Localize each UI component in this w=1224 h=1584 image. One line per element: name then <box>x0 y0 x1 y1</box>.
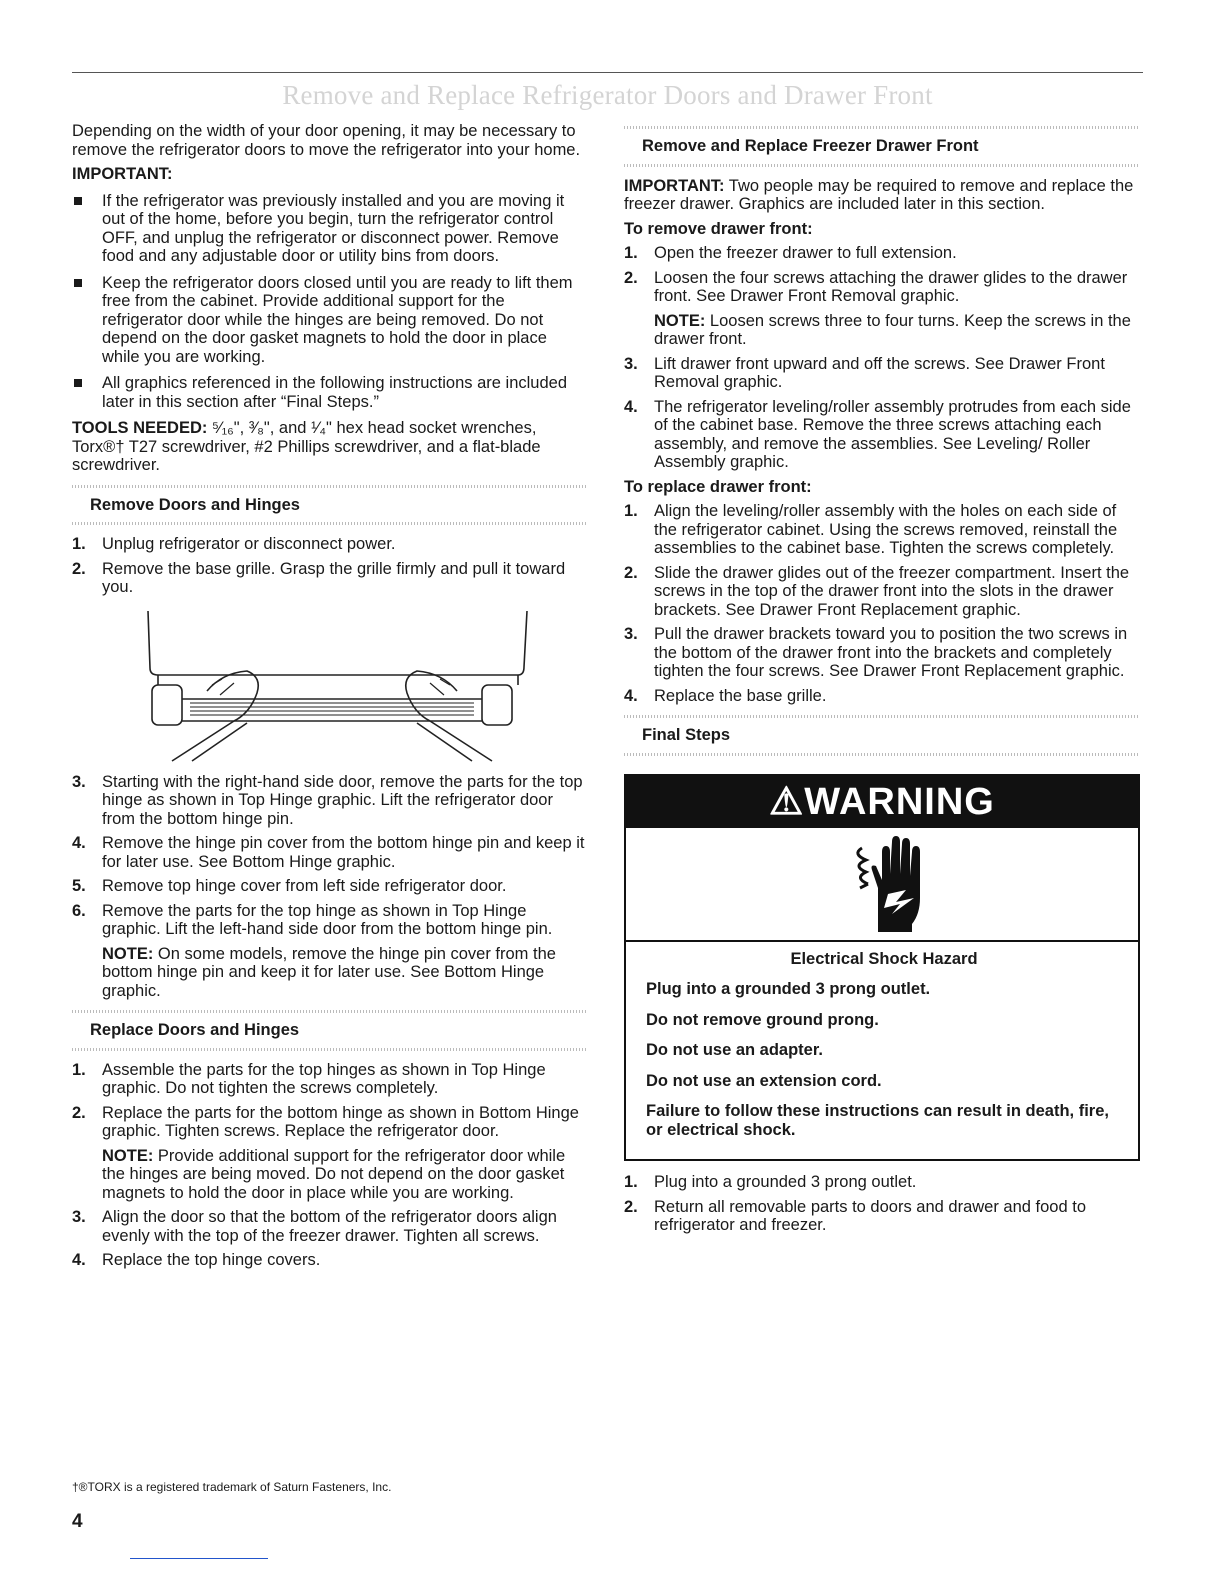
page-number: 4 <box>72 1511 83 1532</box>
step-item <box>624 1173 1140 1192</box>
page-title: Remove and Replace Refrigerator Doors and Drawer Front <box>282 80 933 110</box>
final-steps-heading: Final Steps <box>624 715 1140 756</box>
step-text: Unplug refrigerator or disconnect power. <box>102 535 396 553</box>
step-number: 3. <box>624 625 638 643</box>
step-text: Remove the parts for the top hinge as shown in Top Hinge graphic. Lift the left-hand side door from the bottom hinge pin. <box>102 901 553 938</box>
step-text: Slide the drawer glides out of the freezer compartment. Insert the screws in the top of the drawer front into the slots in the drawer brackets. See Drawer Front Replacement graphic. <box>654 563 1130 619</box>
step-item <box>72 1104 588 1203</box>
step-text: Pull the drawer brackets toward you to position the two screws in the bottom of the drawer front into the brackets and completely tighten the four screws. See Drawer Front Replacement graphic. <box>654 625 1128 680</box>
step-text: Remove top hinge cover from left side refrigerator door. <box>102 877 507 895</box>
replace-doors-heading: Replace Doors and Hinges <box>72 1010 588 1051</box>
intro-paragraph: Depending on the width of your door opening, it may be necessary to remove the refrigerator doors to move the refrigerator into your home. <box>72 122 581 159</box>
step-number: 4. <box>72 834 86 852</box>
step-text: The refrigerator leveling/roller assembly protrudes from each side of the cabinet base. Remove the three screws attaching each assembly, and remove the assemblies. See Leveling/ Roller Assembly graphic. <box>654 397 1131 471</box>
freezer-drawer-heading: Remove and Replace Freezer Drawer Front <box>624 126 1140 167</box>
step-text: Replace the parts for the bottom hinge as shown in Bottom Hinge graphic. Tighten screws. Replace the refrigerator door. <box>102 1103 579 1140</box>
bullet-item: Keep the refrigerator doors closed until you are ready to lift them free from the cabinet. Provide additional support for the refrigerator door while the hinges are being removed. Do not depend on the door gasket magnets to hold the door in place while you are working. <box>72 274 588 367</box>
trademark-footnote: †®TORX is a registered trademark of Saturn Fasteners, Inc. <box>72 1480 392 1494</box>
step-text: Lift drawer front upward and off the screws. See Drawer Front Removal graphic. <box>654 354 1105 391</box>
note-label: NOTE: <box>654 311 706 330</box>
warning-line: Do not use an extension cord. <box>646 1071 882 1090</box>
step-number: 4. <box>624 686 638 705</box>
step-number: 1. <box>624 502 638 520</box>
step-text: Plug into a grounded 3 prong outlet. <box>654 1173 917 1191</box>
step-number: 3. <box>72 772 86 791</box>
step-item <box>72 834 588 871</box>
remove-doors-heading: Remove Doors and Hinges <box>72 485 588 526</box>
hazard-title: Electrical Shock Hazard <box>790 949 978 968</box>
step-text: Remove the hinge pin cover from the bottom hinge pin and keep it for later use. See Bottom Hinge graphic. <box>102 834 585 871</box>
step-note <box>102 1147 588 1203</box>
tools-needed <box>72 419 588 475</box>
step-item <box>72 535 588 554</box>
step-number: 5. <box>72 877 86 895</box>
step-item <box>624 269 1140 349</box>
final-steps-list <box>624 1173 1140 1235</box>
step-number: 4. <box>624 397 638 416</box>
step-text: Loosen the four screws attaching the drawer glides to the drawer front. See Drawer Front Removal graphic. <box>654 268 1128 305</box>
step-note <box>102 945 588 1001</box>
step-text: Return all removable parts to doors and drawer and food to refrigerator and freezer. <box>654 1197 1086 1234</box>
warning-title: WARNING <box>804 780 995 823</box>
note-label: NOTE: <box>102 1146 154 1165</box>
step-item <box>624 398 1140 472</box>
step-number: 3. <box>72 1208 86 1226</box>
step-item <box>624 355 1140 392</box>
warning-line: Do not remove ground prong. <box>646 1010 879 1029</box>
to-remove-label: To remove drawer front: <box>624 219 813 238</box>
warning-box <box>624 774 1140 1162</box>
step-item <box>624 625 1140 681</box>
link-underline[interactable] <box>130 1558 268 1559</box>
hand-lightning-icon <box>822 828 942 938</box>
replace-steps <box>72 1061 588 1270</box>
step-item <box>72 560 588 597</box>
step-text: Assemble the parts for the top hinges as shown in Top Hinge graphic. Do not tighten the screws completely. <box>102 1060 546 1097</box>
freezer-important <box>624 177 1140 214</box>
note-text: On some models, remove the hinge pin cover from the bottom hinge pin and keep it for later use. See Bottom Hinge graphic. <box>102 944 556 1000</box>
step-number: 6. <box>72 901 86 920</box>
step-number: 2. <box>72 1103 86 1122</box>
left-column <box>72 122 588 1276</box>
drawer-replace-steps <box>624 502 1140 705</box>
base-grille-illustration <box>72 603 588 763</box>
step-item <box>72 773 588 829</box>
tools-text: ⁵⁄₁₆", ³⁄₈", and ¹⁄₄" hex head socket wrenches, Torx®† T27 screwdriver, #2 Phillips screwdriver, and a flat-blade screwdriver. <box>72 419 541 474</box>
step-text: Align the leveling/roller assembly with the holes on each side of the refrigerator cabinet. Using the screws removed, reinstall the assemblies to the cabinet base. Tighten the screws completely. <box>654 502 1118 557</box>
warning-line: Plug into a grounded 3 prong outlet. <box>646 980 931 998</box>
important-text: Two people may be required to remove and replace the freezer drawer. Graphics are included later in this section. <box>624 176 1134 213</box>
step-text: Align the door so that the bottom of the refrigerator doors align evenly with the top of the freezer drawer. Tighten all screws. <box>102 1208 557 1245</box>
step-number: 2. <box>624 563 638 582</box>
to-replace-label: To replace drawer front: <box>624 477 812 496</box>
warning-header <box>626 776 1138 828</box>
note-label: NOTE: <box>102 944 154 963</box>
important-label: IMPORTANT: <box>624 176 725 195</box>
remove-steps-a <box>72 535 588 597</box>
step-number: 1. <box>72 535 86 553</box>
step-item <box>72 902 588 1001</box>
warning-body <box>626 942 1138 1160</box>
bullet-item: If the refrigerator was previously installed and you are moving it out of the home, before you begin, turn the refrigerator control OFF, and unplug the refrigerator or disconnect power. Remove food and any adjustable door or utility bins from doors. <box>72 192 588 266</box>
step-number: 3. <box>624 354 638 373</box>
step-item <box>624 564 1140 620</box>
step-text: Replace the top hinge covers. <box>102 1251 321 1269</box>
step-text: Remove the base grille. Grasp the grille firmly and pull it toward you. <box>102 559 566 596</box>
warning-line: Do not use an adapter. <box>646 1041 823 1059</box>
step-item <box>72 1208 588 1245</box>
step-item <box>624 244 1140 263</box>
note-text: Loosen screws three to four turns. Keep the screws in the drawer front. <box>654 311 1131 348</box>
remove-steps-b <box>72 773 588 1001</box>
right-column <box>624 122 1140 1241</box>
tools-label: TOOLS NEEDED: <box>72 419 208 437</box>
step-item <box>72 877 588 896</box>
step-item <box>72 1061 588 1098</box>
bullet-item: All graphics referenced in the following instructions are included later in this section after “Final Steps.” <box>72 374 588 411</box>
step-note <box>654 312 1140 349</box>
grille-drawing <box>72 603 588 763</box>
shock-hazard-icon <box>626 828 1138 942</box>
warning-line: Failure to follow these instructions can result in death, fire, or electrical shock. <box>646 1102 1109 1139</box>
step-text: Open the freezer drawer to full extension. <box>654 244 957 262</box>
step-number: 1. <box>624 244 638 262</box>
step-number: 1. <box>72 1060 86 1079</box>
important-label: IMPORTANT: <box>72 165 173 183</box>
step-number: 2. <box>624 268 638 287</box>
warning-triangle-icon: ⚠ <box>769 780 805 823</box>
step-number: 2. <box>72 559 86 578</box>
top-rule <box>72 72 1143 73</box>
step-item <box>624 502 1140 558</box>
step-item <box>624 1198 1140 1235</box>
step-item <box>72 1251 588 1270</box>
step-text: Starting with the right-hand side door, remove the parts for the top hinge as shown in Top Hinge graphic. Lift the refrigerator door from the bottom hinge pin. <box>102 772 583 828</box>
step-text: Replace the base grille. <box>654 686 827 705</box>
note-text: Provide additional support for the refrigerator door while the hinges are being moved. Do not depend on the door gasket magnets to hold the door in place while you are working. <box>102 1146 566 1202</box>
step-number: 1. <box>624 1173 638 1191</box>
step-number: 4. <box>72 1251 86 1269</box>
step-item <box>624 687 1140 706</box>
important-bullets <box>72 192 588 412</box>
step-number: 2. <box>624 1197 638 1216</box>
drawer-remove-steps <box>624 244 1140 472</box>
